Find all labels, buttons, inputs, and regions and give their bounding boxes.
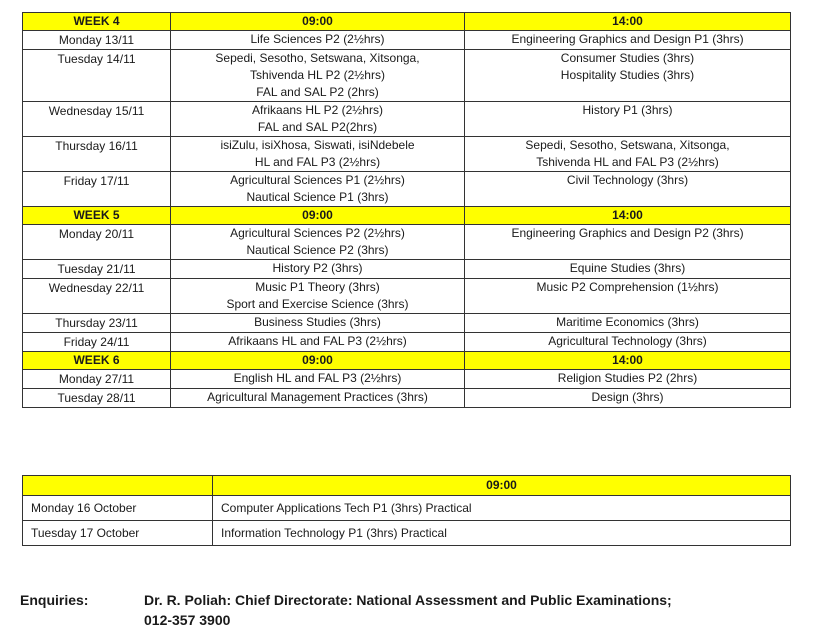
cell-line: isiZulu, isiXhosa, Siswati, isiNdebele bbox=[220, 138, 415, 152]
morning-exam bbox=[171, 389, 465, 408]
exam-date: Monday 20/11 bbox=[23, 225, 171, 260]
cell-line: FAL and SAL P2(2hrs) bbox=[257, 120, 378, 134]
table-row bbox=[23, 279, 791, 314]
exam-date: Tuesday 28/11 bbox=[23, 389, 171, 408]
afternoon-exam bbox=[465, 137, 791, 172]
exam-date: Thursday 16/11 bbox=[23, 137, 171, 172]
exam-date: Friday 24/11 bbox=[23, 333, 171, 352]
afternoon-exam bbox=[465, 389, 791, 408]
week-label: WEEK 6 bbox=[23, 352, 171, 370]
afternoon-exam bbox=[465, 260, 791, 279]
cell-line: FAL and SAL P2 (2hrs) bbox=[256, 85, 379, 99]
table-row bbox=[23, 496, 791, 521]
week-label: WEEK 4 bbox=[23, 13, 171, 31]
enquiries-contact: Dr. R. Poliah: Chief Directorate: National Assessment and Public Examinations; bbox=[144, 592, 672, 608]
cell-line: Afrikaans HL and FAL P3 (2½hrs) bbox=[228, 334, 407, 348]
afternoon-exam bbox=[465, 279, 791, 314]
morning-exam bbox=[171, 260, 465, 279]
cell-line: Equine Studies (3hrs) bbox=[569, 261, 686, 275]
practical-exam: Computer Applications Tech P1 (3hrs) Practical bbox=[213, 496, 791, 521]
cell-line: Agricultural Sciences P2 (2½hrs) bbox=[230, 226, 405, 240]
table-row bbox=[23, 370, 791, 389]
exam-date: Thursday 23/11 bbox=[23, 314, 171, 333]
cell-line: Civil Technology (3hrs) bbox=[566, 173, 689, 187]
practical-exams-table bbox=[22, 475, 791, 546]
morning-exam bbox=[171, 102, 465, 137]
cell-line: Tshivenda HL P2 (2½hrs) bbox=[250, 68, 385, 82]
exam-date: Monday 13/11 bbox=[23, 31, 171, 50]
morning-exam bbox=[171, 137, 465, 172]
practical-header-blank bbox=[23, 476, 213, 496]
cell-line: English HL and FAL P3 (2½hrs) bbox=[233, 371, 402, 385]
afternoon-exam bbox=[465, 102, 791, 137]
cell-line: Agricultural Technology (3hrs) bbox=[548, 334, 707, 348]
exam-date: Wednesday 22/11 bbox=[23, 279, 171, 314]
cell-line: Music P1 Theory (3hrs) bbox=[255, 280, 380, 294]
practical-session-header: 09:00 bbox=[213, 476, 791, 496]
cell-line: Sport and Exercise Science (3hrs) bbox=[226, 297, 409, 311]
week-header-row bbox=[23, 13, 791, 31]
cell-line: Afrikaans HL P2 (2½hrs) bbox=[252, 103, 383, 117]
table-row bbox=[23, 50, 791, 102]
table-row bbox=[23, 102, 791, 137]
cell-line: HL and FAL P3 (2½hrs) bbox=[254, 155, 381, 169]
cell-line: Agricultural Sciences P1 (2½hrs) bbox=[230, 173, 405, 187]
table-row bbox=[23, 225, 791, 260]
cell-line: Nautical Science P2 (3hrs) bbox=[246, 243, 389, 257]
exam-date: Wednesday 15/11 bbox=[23, 102, 171, 137]
morning-exam bbox=[171, 370, 465, 389]
afternoon-exam bbox=[465, 333, 791, 352]
exam-date: Monday 27/11 bbox=[23, 370, 171, 389]
morning-exam bbox=[171, 225, 465, 260]
practical-date: Tuesday 17 October bbox=[23, 521, 213, 546]
cell-line: Hospitality Studies (3hrs) bbox=[560, 68, 695, 82]
cell-line: Design (3hrs) bbox=[591, 390, 664, 404]
afternoon-exam bbox=[465, 31, 791, 50]
cell-line: History P1 (3hrs) bbox=[582, 103, 673, 117]
exam-date: Tuesday 14/11 bbox=[23, 50, 171, 102]
week-header-row bbox=[23, 352, 791, 370]
table-row bbox=[23, 260, 791, 279]
afternoon-session-header: 14:00 bbox=[465, 13, 791, 31]
exam-date: Friday 17/11 bbox=[23, 172, 171, 207]
cell-line: Engineering Graphics and Design P1 (3hrs) bbox=[511, 32, 744, 46]
afternoon-session-header: 14:00 bbox=[465, 207, 791, 225]
practical-date: Monday 16 October bbox=[23, 496, 213, 521]
cell-line: Agricultural Management Practices (3hrs) bbox=[207, 390, 428, 404]
morning-exam bbox=[171, 172, 465, 207]
afternoon-exam bbox=[465, 314, 791, 333]
cell-line: Nautical Science P1 (3hrs) bbox=[246, 190, 389, 204]
table-row bbox=[23, 137, 791, 172]
week-label: WEEK 5 bbox=[23, 207, 171, 225]
enquiries-phone: 012-357 3900 bbox=[144, 612, 231, 628]
table-row bbox=[23, 521, 791, 546]
cell-line: Engineering Graphics and Design P2 (3hrs) bbox=[511, 226, 744, 240]
cell-line: Sepedi, Sesotho, Setswana, Xitsonga, bbox=[215, 51, 420, 65]
afternoon-exam bbox=[465, 50, 791, 102]
practical-header-row bbox=[23, 476, 791, 496]
morning-exam bbox=[171, 279, 465, 314]
table-row bbox=[23, 333, 791, 352]
cell-line: Sepedi, Sesotho, Setswana, Xitsonga, bbox=[525, 138, 730, 152]
table-row bbox=[23, 172, 791, 207]
morning-exam bbox=[171, 31, 465, 50]
morning-session-header: 09:00 bbox=[171, 13, 465, 31]
afternoon-exam bbox=[465, 370, 791, 389]
table-row bbox=[23, 389, 791, 408]
cell-line: Religion Studies P2 (2hrs) bbox=[557, 371, 698, 385]
cell-line: Consumer Studies (3hrs) bbox=[560, 51, 695, 65]
morning-session-header: 09:00 bbox=[171, 352, 465, 370]
cell-line: Music P2 Comprehension (1½hrs) bbox=[536, 280, 719, 294]
afternoon-exam bbox=[465, 225, 791, 260]
enquiries-label: Enquiries: bbox=[20, 592, 89, 608]
practical-exam: Information Technology P1 (3hrs) Practical bbox=[213, 521, 791, 546]
table-row bbox=[23, 31, 791, 50]
cell-line: History P2 (3hrs) bbox=[272, 261, 363, 275]
morning-exam bbox=[171, 50, 465, 102]
afternoon-session-header: 14:00 bbox=[465, 352, 791, 370]
exam-timetable bbox=[22, 12, 791, 408]
morning-exam bbox=[171, 333, 465, 352]
morning-session-header: 09:00 bbox=[171, 207, 465, 225]
week-header-row bbox=[23, 207, 791, 225]
cell-line: Business Studies (3hrs) bbox=[254, 315, 381, 329]
cell-line: Life Sciences P2 (2½hrs) bbox=[250, 32, 385, 46]
cell-line: Tshivenda HL and FAL P3 (2½hrs) bbox=[536, 155, 719, 169]
exam-date: Tuesday 21/11 bbox=[23, 260, 171, 279]
cell-line: Maritime Economics (3hrs) bbox=[556, 315, 699, 329]
afternoon-exam bbox=[465, 172, 791, 207]
table-row bbox=[23, 314, 791, 333]
morning-exam bbox=[171, 314, 465, 333]
